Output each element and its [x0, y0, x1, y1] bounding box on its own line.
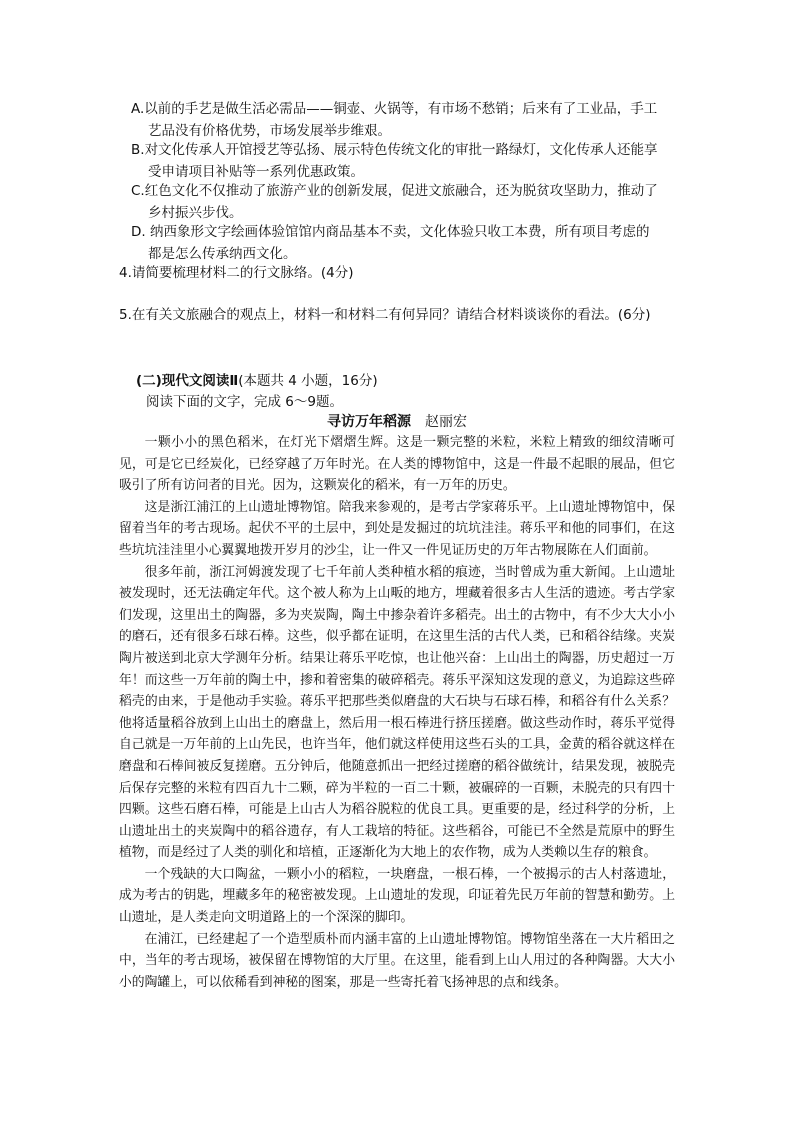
option-label: A.	[131, 101, 145, 117]
article-title: 寻访万年稻源	[327, 414, 411, 430]
option-d	[131, 221, 691, 265]
reading-instruction: 阅读下面的文字，完成 6～9题。	[146, 394, 343, 410]
section-heading	[136, 369, 378, 389]
section-note: (本题共 4 小题，16分)	[238, 373, 378, 389]
option-text-line: 艺品没有价格优势，市场发展举步维艰。	[148, 123, 391, 139]
option-label: B.	[131, 142, 145, 158]
article-paragraph: 一颗小小的黑色稻米，在灯光下熠熠生辉。这是一颗完整的米粒，米粒上精致的细纹清晰可见，可是它已经炭化，已经穿越了万年时光。在人类的博物馆中，这是一件最不起眼的展品，但它吸引了所有访问者的目光。因为，这颗炭化的稻米，有一万年的历史。	[119, 435, 675, 494]
article-paragraph: 在浦江，已经建起了一个造型质朴而内涵丰富的上山遗址博物馆。博物馆坐落在一大片稻田之中，当年的考古现场，被保留在博物馆的大厅里。在这里，能看到上山人用过的各种陶器。大大小小的陶罐上，可以依稀看到神秘的图案，那是一些寄托着飞扬神思的点和线条。	[119, 931, 675, 990]
option-label: D.	[131, 224, 146, 240]
option-label: C.	[131, 183, 145, 199]
option-text-line: 都是怎么传承纳西文化。	[148, 246, 297, 262]
option-text-line: 红色文化不仅推动了旅游产业的创新发展，促进文旅融合，还为脱贫攻坚助力，推动了	[144, 183, 658, 199]
option-text-line: 乡村振兴步伐。	[148, 205, 243, 221]
option-text-line: 受申请项目补贴等一系列优惠政策。	[148, 164, 364, 180]
question-4: 4.请简要梳理材料二的行文脉络。(4分)	[119, 265, 354, 281]
article-author: 赵丽宏	[425, 414, 467, 430]
option-a	[131, 98, 691, 142]
option-text-line: 纳西象形文字绘画体验馆馆内商品基本不卖，文化体验只收工本费，所有项目考虑的	[145, 224, 650, 240]
article-body	[119, 432, 675, 993]
question-5: 5.在有关文旅融合的观点上，材料一和材料二有何异同？请结合材料谈谈你的看法。(6分)	[119, 307, 651, 323]
article-paragraph: 这是浙江浦江的上山遗址博物馆。陪我来参观的，是考古学家蒋乐平。上山遗址博物馆中，保留着当年的考古现场。起伏不平的土层中，到处是发掘过的坑坑洼洼。蒋乐平和他的同事们，在这些坑坑洼洼里小心翼翼地拨开岁月的沙尘，让一件又一件见证历史的万年古物展陈在人们面前。	[119, 499, 675, 558]
section-title: (二)现代文阅读Ⅱ	[136, 373, 239, 389]
article-paragraph: 一个残缺的大口陶盆，一颗小小的稻粒，一块磨盘，一根石棒，一个被揭示的古人村落遗址，成为考古的钥匙，埋藏多年的秘密被发现。上山遗址的发现，印证着先民万年前的智慧和勤劳。上山遗址，是人类走向文明道路上的一个深深的脚印。	[119, 866, 675, 926]
option-b	[131, 139, 691, 183]
option-c	[131, 180, 691, 224]
article-heading	[0, 411, 794, 431]
article-paragraph: 很多年前，浙江河姆渡发现了七千年前人类种植水稻的痕迹，当时曾成为重大新闻。上山遗址被发现时，还无法确定年代。这个被人称为上山畈的地方，埋藏着很多古人生活的遗迹。考古学家们发现，这里出土的陶器，多为夹炭陶，陶土中掺杂着许多稻壳。出土的古物中，有不少大大小小的磨石，还有很多石球石棒。这些，似乎都在证明，在这里生活的古代人类，已和稻谷结缘。夹炭陶片被送到北京大学测年分析。结果让蒋乐平吃惊，也让他兴奋：上山出土的陶器，历史超过一万年！而这些一万年前的陶土中，掺和着密集的破碎稻壳。蒋乐平深知这发现的意义，为追踪这些碎稻壳的由来，于是他动手实验。蒋乐平把那些类似磨盘的大石块与石球石棒，和稻谷有什么关系？他将适量稻谷放到上山出土的磨盘上，然后用一根石棒进行挤压搓磨。做这些动作时，蒋乐平觉得自己就是一万年前的上山先民，也许当年，他们就这样使用这些石头的工具，金黄的稻谷就这样在磨盘和石棒间被反复搓磨。五分钟后，他随意抓出一把经过搓磨的稻谷做统计，结果发现，被脱壳后保存完整的米粒有四百九十二颗，碎为半粒的一百二十颗，被碾碎的一百颗，未脱壳的只有四十四颗。这些石磨石棒，可能是上山古人为稻谷脱粒的优良工具。更重要的是，经过科学的分析，上山遗址出土的夹炭陶中的稻谷遗存，有人工栽培的特征。这些稻谷，可能已不全然是荒原中的野生植物，而是经过了人类的驯化和培植，正逐渐化为大地上的农作物，成为人类赖以生存的粮食。	[119, 564, 675, 861]
option-text-line: 对文化传承人开馆授艺等弘扬、展示特色传统文化的审批一路绿灯，文化传承人还能享	[144, 142, 658, 158]
option-text-line: 以前的手艺是做生活必需品——铜壶、火锅等，有市场不愁销；后来有了工业品，手工	[144, 101, 658, 117]
